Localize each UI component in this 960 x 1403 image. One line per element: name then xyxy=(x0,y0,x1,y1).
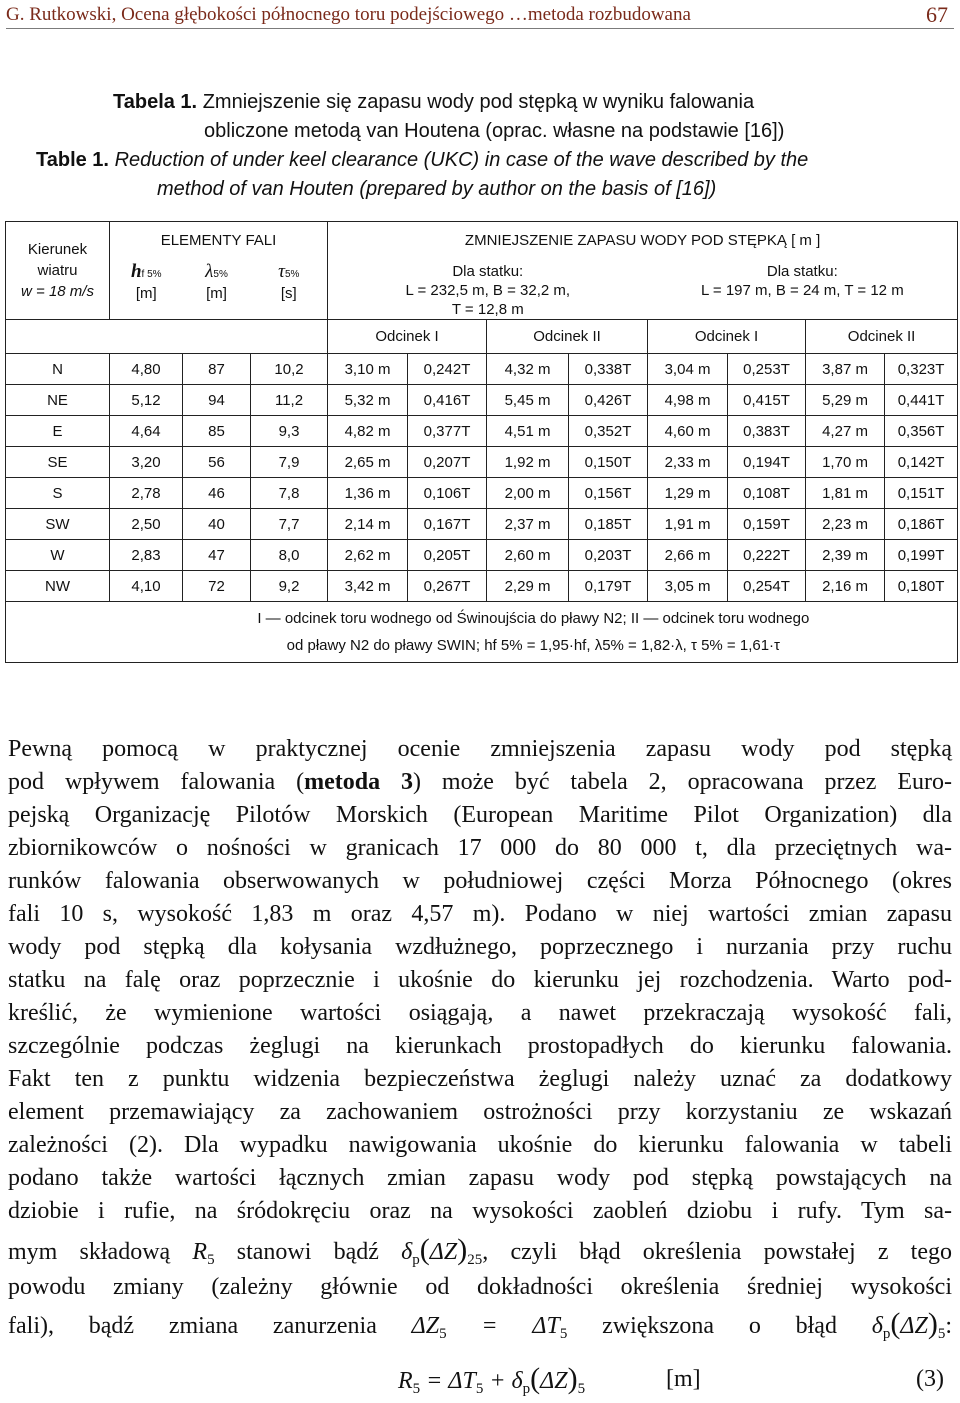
wind-direction-cell: S xyxy=(6,478,110,509)
table-cell: 4,51 m xyxy=(487,416,569,447)
table-cell: 0,323T xyxy=(885,354,958,385)
ship1-line1: Dla statku: xyxy=(452,263,524,280)
table-cell: 4,98 m xyxy=(648,385,728,416)
table-cell: 0,205T xyxy=(408,540,487,571)
table-cell: 0,203T xyxy=(569,540,648,571)
table-cell: 0,441T xyxy=(885,385,958,416)
table-cell: 4,32 m xyxy=(487,354,569,385)
table-cell: 0,222T xyxy=(728,540,806,571)
table-cell: 87 xyxy=(183,354,251,385)
body-line: fali 10 s, wysokość 1,83 m oraz 4,57 m). Podano w niej wartości zmian zapasu xyxy=(8,901,952,927)
body-line: pod wpływem falowania (metoda 3) może być tabela 2, opracowana przez Euro- xyxy=(8,769,952,795)
caption-pl-line1: Zmniejszenie się zapasu wody pod stępką w wyniku falowania xyxy=(202,91,755,113)
caption-en-line2: method of van Houten (prepared by author on the basis of [16]) xyxy=(157,178,717,200)
table-cell: 1,29 m xyxy=(648,478,728,509)
equation-unit: [m] xyxy=(666,1366,701,1392)
note-line2: od pławy N2 do pławy SWIN; hf 5% = 1,95·hf, λ5% = 1,82·λ, τ 5% = 1,61·τ xyxy=(286,637,780,654)
tau-sub: 5% xyxy=(284,269,300,280)
table-cell: 4,60 m xyxy=(648,416,728,447)
caption-en-label: Table 1. xyxy=(36,149,109,171)
table-cell: 0,167T xyxy=(408,509,487,540)
header-odcinek-2a: Odcinek II xyxy=(487,320,648,354)
table-cell: 5,12 xyxy=(110,385,183,416)
table-cell: 5,29 m xyxy=(806,385,885,416)
lambda-symbol: λ xyxy=(205,261,214,282)
table-cell: 2,78 xyxy=(110,478,183,509)
table-cell: 3,20 xyxy=(110,447,183,478)
table-cell: 72 xyxy=(183,571,251,602)
table-cell: 0,383T xyxy=(728,416,806,447)
body-line-17: powodu zmiany (zależny głównie od dokładności określenia średniej wysokości xyxy=(8,1274,952,1300)
table-cell: 2,83 xyxy=(110,540,183,571)
table-cell: 0,179T xyxy=(569,571,648,602)
table-cell: 0,156T xyxy=(569,478,648,509)
h-sub: f 5% xyxy=(141,269,162,280)
body-line: statku na falę oraz poprzecznie i ukośnie do kierunku jej rozchodzenia. Warto pod- xyxy=(8,967,952,993)
table-cell: 46 xyxy=(183,478,251,509)
table-cell: 94 xyxy=(183,385,251,416)
table-row xyxy=(6,540,958,571)
body-line: element przemawiający za zachowaniem ostrożności przy korzystaniu ze wskazań xyxy=(8,1099,952,1125)
table-cell: 4,80 xyxy=(110,354,183,385)
header-row-sub xyxy=(6,258,958,320)
table-cell: 0,185T xyxy=(569,509,648,540)
table-row xyxy=(6,447,958,478)
table-cell: 10,2 xyxy=(251,354,328,385)
table-cell: 0,150T xyxy=(569,447,648,478)
symbol-r5: $R_5$ xyxy=(192,1239,215,1268)
equation-number: (3) xyxy=(916,1366,944,1392)
table-cell: 4,10 xyxy=(110,571,183,602)
body-line: Fakt ten z punktu widzenia bezpieczeństwa żeglugi należy uznać za dodatkowy xyxy=(8,1066,952,1092)
table-cell: 1,92 m xyxy=(487,447,569,478)
table-cell: 1,36 m xyxy=(328,478,408,509)
body-paragraph xyxy=(8,733,952,1344)
table-cell: 3,87 m xyxy=(806,354,885,385)
table-cell: 9,3 xyxy=(251,416,328,447)
header-odcinek-1b: Odcinek I xyxy=(648,320,806,354)
table-cell: 9,2 xyxy=(251,571,328,602)
table-cell: 2,39 m xyxy=(806,540,885,571)
table-cell: 0,108T xyxy=(728,478,806,509)
table-cell: 0,207T xyxy=(408,447,487,478)
table-cell: 0,415T xyxy=(728,385,806,416)
table-cell: 5,32 m xyxy=(328,385,408,416)
wind-direction-cell: W xyxy=(6,540,110,571)
table-cell: 11,2 xyxy=(251,385,328,416)
running-title: G. Rutkowski, Ocena głębokości północnego toru podejściowego …metoda rozbudowana xyxy=(6,4,691,25)
header-ship1 xyxy=(328,258,648,320)
table-cell: 0,426T xyxy=(569,385,648,416)
header-odcinek-1a: Odcinek I xyxy=(328,320,487,354)
table-cell: 0,106T xyxy=(408,478,487,509)
table-row xyxy=(6,509,958,540)
table-row xyxy=(6,416,958,447)
body-line: zależności (2). Dla wypadku nawigowania ukośnie do kierunku falowania w tabeli xyxy=(8,1132,952,1158)
table-cell: 7,7 xyxy=(251,509,328,540)
body-line: podano także wartości łącznych zmian zapasu wody pod stępką powstających na xyxy=(8,1165,952,1191)
header-kierunek xyxy=(6,222,110,320)
header-col-lambda xyxy=(183,258,251,320)
lambda-unit: [m] xyxy=(206,285,227,302)
table-row xyxy=(6,571,958,602)
header-kierunek-line2: wiatru xyxy=(37,262,78,279)
table-cell: 3,10 m xyxy=(328,354,408,385)
header-kierunek-line1: Kierunek xyxy=(27,241,88,258)
note-row xyxy=(6,602,958,663)
table-cell: 0,194T xyxy=(728,447,806,478)
table-cell: 0,356T xyxy=(885,416,958,447)
header-kierunek-line3: w = 18 m/s xyxy=(21,283,94,300)
table-cell: 0,377T xyxy=(408,416,487,447)
caption-en-line1: Reduction of under keel clearance (UKC) in case of the wave described by the xyxy=(114,149,809,171)
table-cell: 0,254T xyxy=(728,571,806,602)
table-cell: 3,42 m xyxy=(328,571,408,602)
table-cell: 7,8 xyxy=(251,478,328,509)
wind-direction-cell: E xyxy=(6,416,110,447)
caption-pl-line2: obliczone metodą van Houtena (oprac. własne na podstawie [16]) xyxy=(204,120,785,142)
table-cell: 2,60 m xyxy=(487,540,569,571)
table-cell: 0,253T xyxy=(728,354,806,385)
body-line: runków falowania obserwowanych w południowej części Morza Północnego (okres xyxy=(8,868,952,894)
header-zmniejszenie: ZMNIEJSZENIE ZAPASU WODY POD STĘPKĄ [ m ] xyxy=(328,222,958,259)
table-cell: 47 xyxy=(183,540,251,571)
table-cell: 2,62 m xyxy=(328,540,408,571)
table-cell: 4,64 xyxy=(110,416,183,447)
page-number: 67 xyxy=(926,2,948,27)
table-cell: 3,04 m xyxy=(648,354,728,385)
table-cell: 7,9 xyxy=(251,447,328,478)
wind-direction-cell: SE xyxy=(6,447,110,478)
table-row xyxy=(6,354,958,385)
table-cell: 0,199T xyxy=(885,540,958,571)
table-cell: 4,27 m xyxy=(806,416,885,447)
table-cell: 1,91 m xyxy=(648,509,728,540)
body-line-18: fali), bądź zmiana zanurzenia $\Delta Z_5 = \Delta T_5$ zwiększona o błąd $\delta_p(\Delta Z)_5$: xyxy=(8,1307,953,1342)
table-cell: 0,416T xyxy=(408,385,487,416)
table-cell: 4,82 m xyxy=(328,416,408,447)
ship1-line2: L = 232,5 m, B = 32,2 m, xyxy=(405,282,571,299)
body-line: zbiornikowców o nośności w granicach 17 000 do 80 000 t, dla przeciętnych wa- xyxy=(8,835,952,861)
table-cell: 2,00 m xyxy=(487,478,569,509)
symbol-delta-p: $\delta_p$ xyxy=(401,1239,420,1268)
wind-direction-cell: N xyxy=(6,354,110,385)
wind-direction-cell: SW xyxy=(6,509,110,540)
table-body xyxy=(6,354,958,602)
ship2-line1: Dla statku: xyxy=(766,263,838,280)
wind-direction-cell: NW xyxy=(6,571,110,602)
table-cell: 0,186T xyxy=(885,509,958,540)
table-cell: 2,29 m xyxy=(487,571,569,602)
table-cell: 8,0 xyxy=(251,540,328,571)
body-line: pejską Organizację Pilotów Morskich (European Maritime Pilot Organization) dla xyxy=(8,802,952,828)
table-cell: 0,180T xyxy=(885,571,958,602)
table-cell: 0,142T xyxy=(885,447,958,478)
ship1-line3: T = 12,8 m xyxy=(451,301,524,318)
data-table xyxy=(5,221,958,663)
header-blank xyxy=(6,320,328,354)
body-line: szczególnie podczas żeglugi na kierunkach prostopadłych do kierunku falowania. xyxy=(8,1033,952,1059)
header-odcinek-2b: Odcinek II xyxy=(806,320,958,354)
table-cell: 2,33 m xyxy=(648,447,728,478)
table-row xyxy=(6,385,958,416)
table-cell: 2,66 m xyxy=(648,540,728,571)
table-cell: 0,151T xyxy=(885,478,958,509)
table-cell: 2,16 m xyxy=(806,571,885,602)
wind-direction-cell: NE xyxy=(6,385,110,416)
table-cell: 2,65 m xyxy=(328,447,408,478)
table-cell: 1,81 m xyxy=(806,478,885,509)
table-cell: 2,23 m xyxy=(806,509,885,540)
table-cell: 3,05 m xyxy=(648,571,728,602)
header-row-odcinki xyxy=(6,320,958,354)
table-cell: 56 xyxy=(183,447,251,478)
note-line1: I — odcinek toru wodnego od Świnoujścia do pławy N2; II — odcinek toru wodnego xyxy=(257,610,810,627)
note-spacer xyxy=(6,602,110,663)
caption-pl-label: Tabela 1. xyxy=(113,91,198,113)
body-line: kreślić, że wymienione wartości osiągają, a nawet przekraczają wysokość fali, xyxy=(8,1000,952,1026)
table-row xyxy=(6,478,958,509)
running-header xyxy=(6,2,954,29)
table-cell: 40 xyxy=(183,509,251,540)
body-line: Pewną pomocą w praktycznej ocenie zmniejszenia zapasu wody pod stępką xyxy=(8,736,952,762)
table-cell: 0,242T xyxy=(408,354,487,385)
table-cell: 2,50 xyxy=(110,509,183,540)
tau-symbol: τ xyxy=(278,261,285,282)
header-col-h xyxy=(110,258,183,320)
body-line: wody pod stępką dla kołysania wzdłużnego, poprzecznego i nurzania przy ruchu xyxy=(8,934,952,960)
h-unit: [m] xyxy=(135,285,157,302)
body-line: dziobie i rufie, na śródokręciu oraz na wysokości zaobleń dziobu i rufy. Tym sa- xyxy=(8,1198,952,1224)
table-cell: 0,352T xyxy=(569,416,648,447)
tau-unit: [s] xyxy=(280,285,297,302)
table-cell: 2,14 m xyxy=(328,509,408,540)
equation-3: $R_5 = \Delta T_5 + \delta_p(\Delta Z)_5$ xyxy=(398,1362,586,1397)
body-lines xyxy=(8,733,952,1228)
table-cell: 0,338T xyxy=(569,354,648,385)
ship2-line2: L = 197 m, B = 24 m, T = 12 m xyxy=(700,282,904,299)
table-cell: 0,159T xyxy=(728,509,806,540)
table-cell: 2,37 m xyxy=(487,509,569,540)
lambda-sub: 5% xyxy=(213,269,228,280)
header-ship2 xyxy=(648,258,958,320)
table-cell: 0,267T xyxy=(408,571,487,602)
body-line-16: mym składową $R_5$ stanowi bądź $\delta_p(\Delta Z)_{25}$, czyli błąd określenia powstałej z tego xyxy=(8,1233,952,1268)
header-row-group xyxy=(6,222,958,259)
header-elementy-fali: ELEMENTY FALI xyxy=(110,222,328,259)
table-note xyxy=(110,602,958,663)
h-symbol: h xyxy=(130,261,142,282)
table-cell: 1,70 m xyxy=(806,447,885,478)
table-cell: 85 xyxy=(183,416,251,447)
header-col-tau xyxy=(251,258,328,320)
table-cell: 5,45 m xyxy=(487,385,569,416)
